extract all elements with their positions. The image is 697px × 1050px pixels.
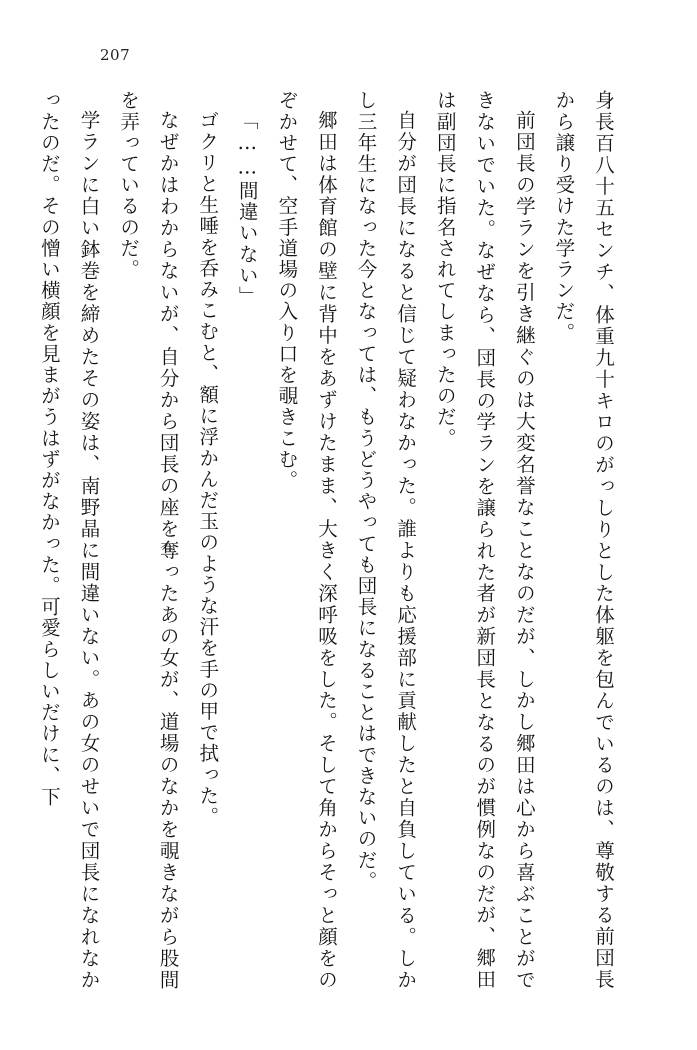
paragraph: 身長百八十五センチ、体重九十キロのがっしりとした体躯を包んでいるのは、尊敬する前団長から譲り受けた学ランだ。: [552, 90, 615, 990]
paragraph: 学ランに白い鉢巻を締めたその姿は、南野晶に間違いない。あの女のせいで団長になれなかったのだ。その憎い横顔を見まがうはずがなかった。可愛らしいだけに、下: [37, 90, 101, 990]
page-number: 207: [100, 46, 131, 64]
body-text: [37, 90, 623, 990]
paragraph: 郷田は体育館の壁に背中をあずけたまま、大きく深呼吸をした。そして角からそっと顔をのぞかせて、空手道場の入り口を覗きこむ。: [275, 90, 338, 990]
paragraph: ゴクリと生唾を呑みこむと、額に浮かんだ玉のような汗を手の甲で拭った。: [196, 109, 220, 827]
paragraph: 前団長の学ランを引き継ぐのは大変名誉なことなのだが、しかし郷田は心から喜ぶことができないでいた。なぜなら、団長の学ランを譲られた者が新団長となるのが慣例なのだが、郷田は副団長に指名されてしまったのだ。: [433, 90, 536, 990]
paragraph: なぜかはわからないが、自分から団長の座を奪ったあの女が、道場のなかを覗きながら股間を弄っているのだ。: [117, 90, 180, 990]
paragraph: 自分が団長になると信じて疑わなかった。誰よりも応援部に貢献したと自負している。しかし三年生になった今となっては、もうどうやっても団長になることはできないのだ。: [354, 90, 418, 990]
paragraph: 「……間違いない」: [235, 109, 259, 307]
